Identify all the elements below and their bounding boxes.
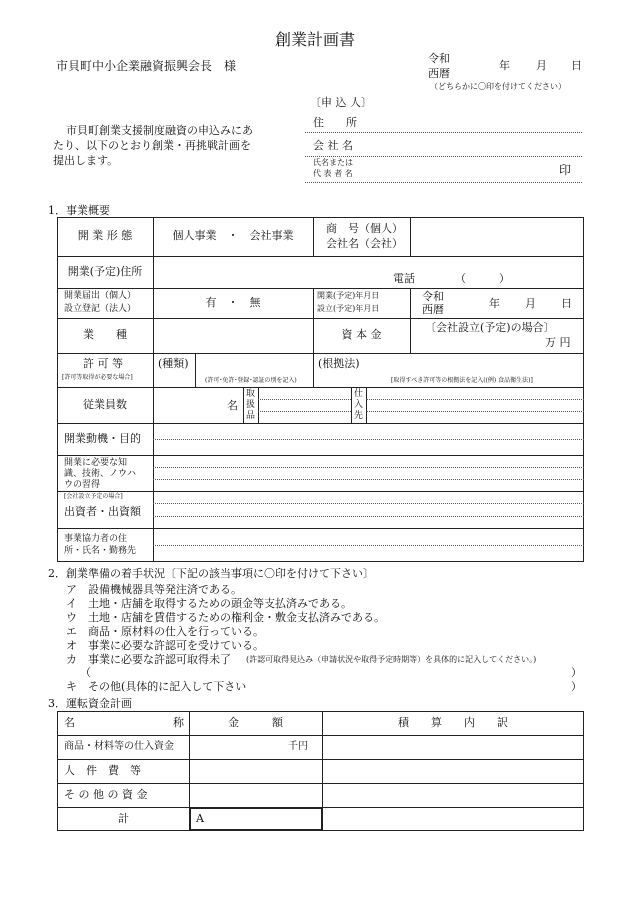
date-reiwa: 令和 [422,290,444,303]
date-year: 年 [489,297,500,310]
kyoka-label: 許 可 等 [83,357,123,370]
ka-close-paren: ） [571,666,582,679]
representative-line[interactable] [305,182,582,183]
row-sonota-label: そ の 他 の 資 金 [64,788,148,801]
intro-line-1: 市貝町創業支援制度融資の申込みにあ [66,124,253,137]
era-day: 日 [571,59,582,72]
page-title: 創業計画書 [274,30,355,49]
date-label-1: 開業(予定)年月日 [317,291,380,300]
shihon-unit: 万 円 [545,336,571,349]
shihon-note: 〔会社設立(予定)の場合〕 [425,321,555,334]
col-amount: 金 額 [228,715,283,729]
address-label: 開業(予定)住所 [67,264,143,278]
date-label-2: 設立(予定)年月日 [317,304,380,313]
todoke-label-2: 設立登記（法人） [64,304,137,314]
kyoka-note: [許可等取得が必要な場合] [62,374,133,381]
intro-line-3: 提出します。 [53,154,119,167]
prep-item-u[interactable]: ウ 土地・店舗を賃借するための権利金・敷金支払済みである。 [66,611,385,624]
date-day: 日 [561,297,572,310]
prep-item-e[interactable]: エ 商品・原材料の仕入を行っている。 [66,625,264,638]
era-reiwa: 令和 [428,52,450,65]
prep-item-ki[interactable]: キ その他(具体的に記入して下さい [66,680,247,693]
row-total-label: 計 [118,812,129,825]
gyoshu-label: 業 種 [83,328,127,342]
phone-label: 電話 [393,272,415,285]
col-basis: 積 算 内 訳 [398,715,508,729]
era-seireki: 西暦 [428,67,450,80]
kyoryoku-label: 事業協力者の住 所・氏名・勤務先 [64,534,137,556]
toriatsukai-label: 取 扱 品 [246,389,256,421]
intro-line-2: たり、以下のとおり創業・再挑戦計画を [53,139,251,152]
todoke-yes-no[interactable]: 有 ・ 無 [205,295,261,309]
section2-heading: 2．創業準備の着手状況〔下記の該当事項に〇印を付けて下さい〕 [48,567,374,580]
col-name-a: 名 [64,716,75,729]
shussi-note: [会社設立予定の場合] [64,493,123,500]
kaigyo-keitai-options[interactable]: 個人事業 ・ 会社事業 [172,229,294,243]
applicant-rep-label-2: 代 表 者 名 [313,169,353,178]
col-name-b: 称 [173,716,184,729]
era-month: 月 [536,59,547,72]
section3-heading: 3．運転資金計画 [48,697,132,710]
prep-item-i[interactable]: イ 土地・店舗を取得するための頭金等支払済みである。 [66,597,352,610]
shiiresaki-label: 仕 入 先 [354,389,364,421]
chishiki-label: 開業に必要な知 識、技術、ノウハ ウの習得 [64,458,137,490]
shussi-label: 出資者・出資額 [64,505,141,518]
todoke-label-1: 開業届出（個人） [64,291,137,301]
jugyoin-unit: 名 [227,399,238,412]
shurui-note: (許可･免許･登録･認証の別を記入) [205,377,297,384]
jugyoin-label: 従業員数 [83,397,127,411]
seal-mark: 印 [559,163,572,177]
konkyo-label: (根拠法) [318,357,360,370]
prep-item-o[interactable]: オ 事業に必要な許認可を受けている。 [66,639,264,652]
address-line[interactable] [305,132,582,133]
era-note: （どちらかに〇印を付けてください） [430,82,566,91]
company-line[interactable] [305,156,582,157]
applicant-address-label: 住 所 [313,116,357,129]
row-shiire-unit: 千円 [288,741,308,752]
shihon-label: 資 本 金 [341,328,382,342]
addressee: 市貝町中小企業融資振興会長 様 [56,59,237,73]
shogo-label-2: 会社名（会社） [326,237,403,250]
konkyo-note: [取得すべき許可等の根拠法を記入((例) 食品衛生法)] [391,377,533,384]
row-shiire-label: 商品・材料等の仕入資金 [64,741,174,752]
shogo-label-1: 商 号（個人） [326,222,403,235]
gyoshu-field[interactable] [154,319,312,352]
era-year: 年 [499,59,510,72]
total-mark: A [196,812,204,825]
date-month: 月 [525,297,536,310]
applicant-rep-label-1: 氏名または [313,158,353,167]
doki-label: 開業動機・目的 [64,432,141,445]
total-amount-field[interactable] [189,807,323,831]
section1-heading: 1．事業概要 [48,204,110,217]
prep-item-ka-note: (許認可取得見込み（申請状況や取得予定時期等）を具体的に記入してください。) [246,655,537,664]
row-jinken-label: 人 件 費 等 [64,764,141,777]
ka-open-paren: （ [80,666,91,679]
prep-item-ka[interactable]: カ 事業に必要な許認可取得未了 [66,653,231,666]
applicant-company-label: 会 社 名 [313,139,353,152]
applicant-heading: 〔申 込 人〕 [310,96,372,109]
shogo-field[interactable] [411,218,583,255]
ki-close-paren: ） [571,680,582,693]
date-seireki: 西暦 [422,303,444,316]
phone-parens[interactable]: （ ） [455,272,510,285]
prep-item-a[interactable]: ア 設備機械器具等発注済である。 [66,583,242,596]
shurui-label: (種類) [158,357,189,370]
kaigyo-keitai-label: 開 業 形 態 [77,229,133,243]
